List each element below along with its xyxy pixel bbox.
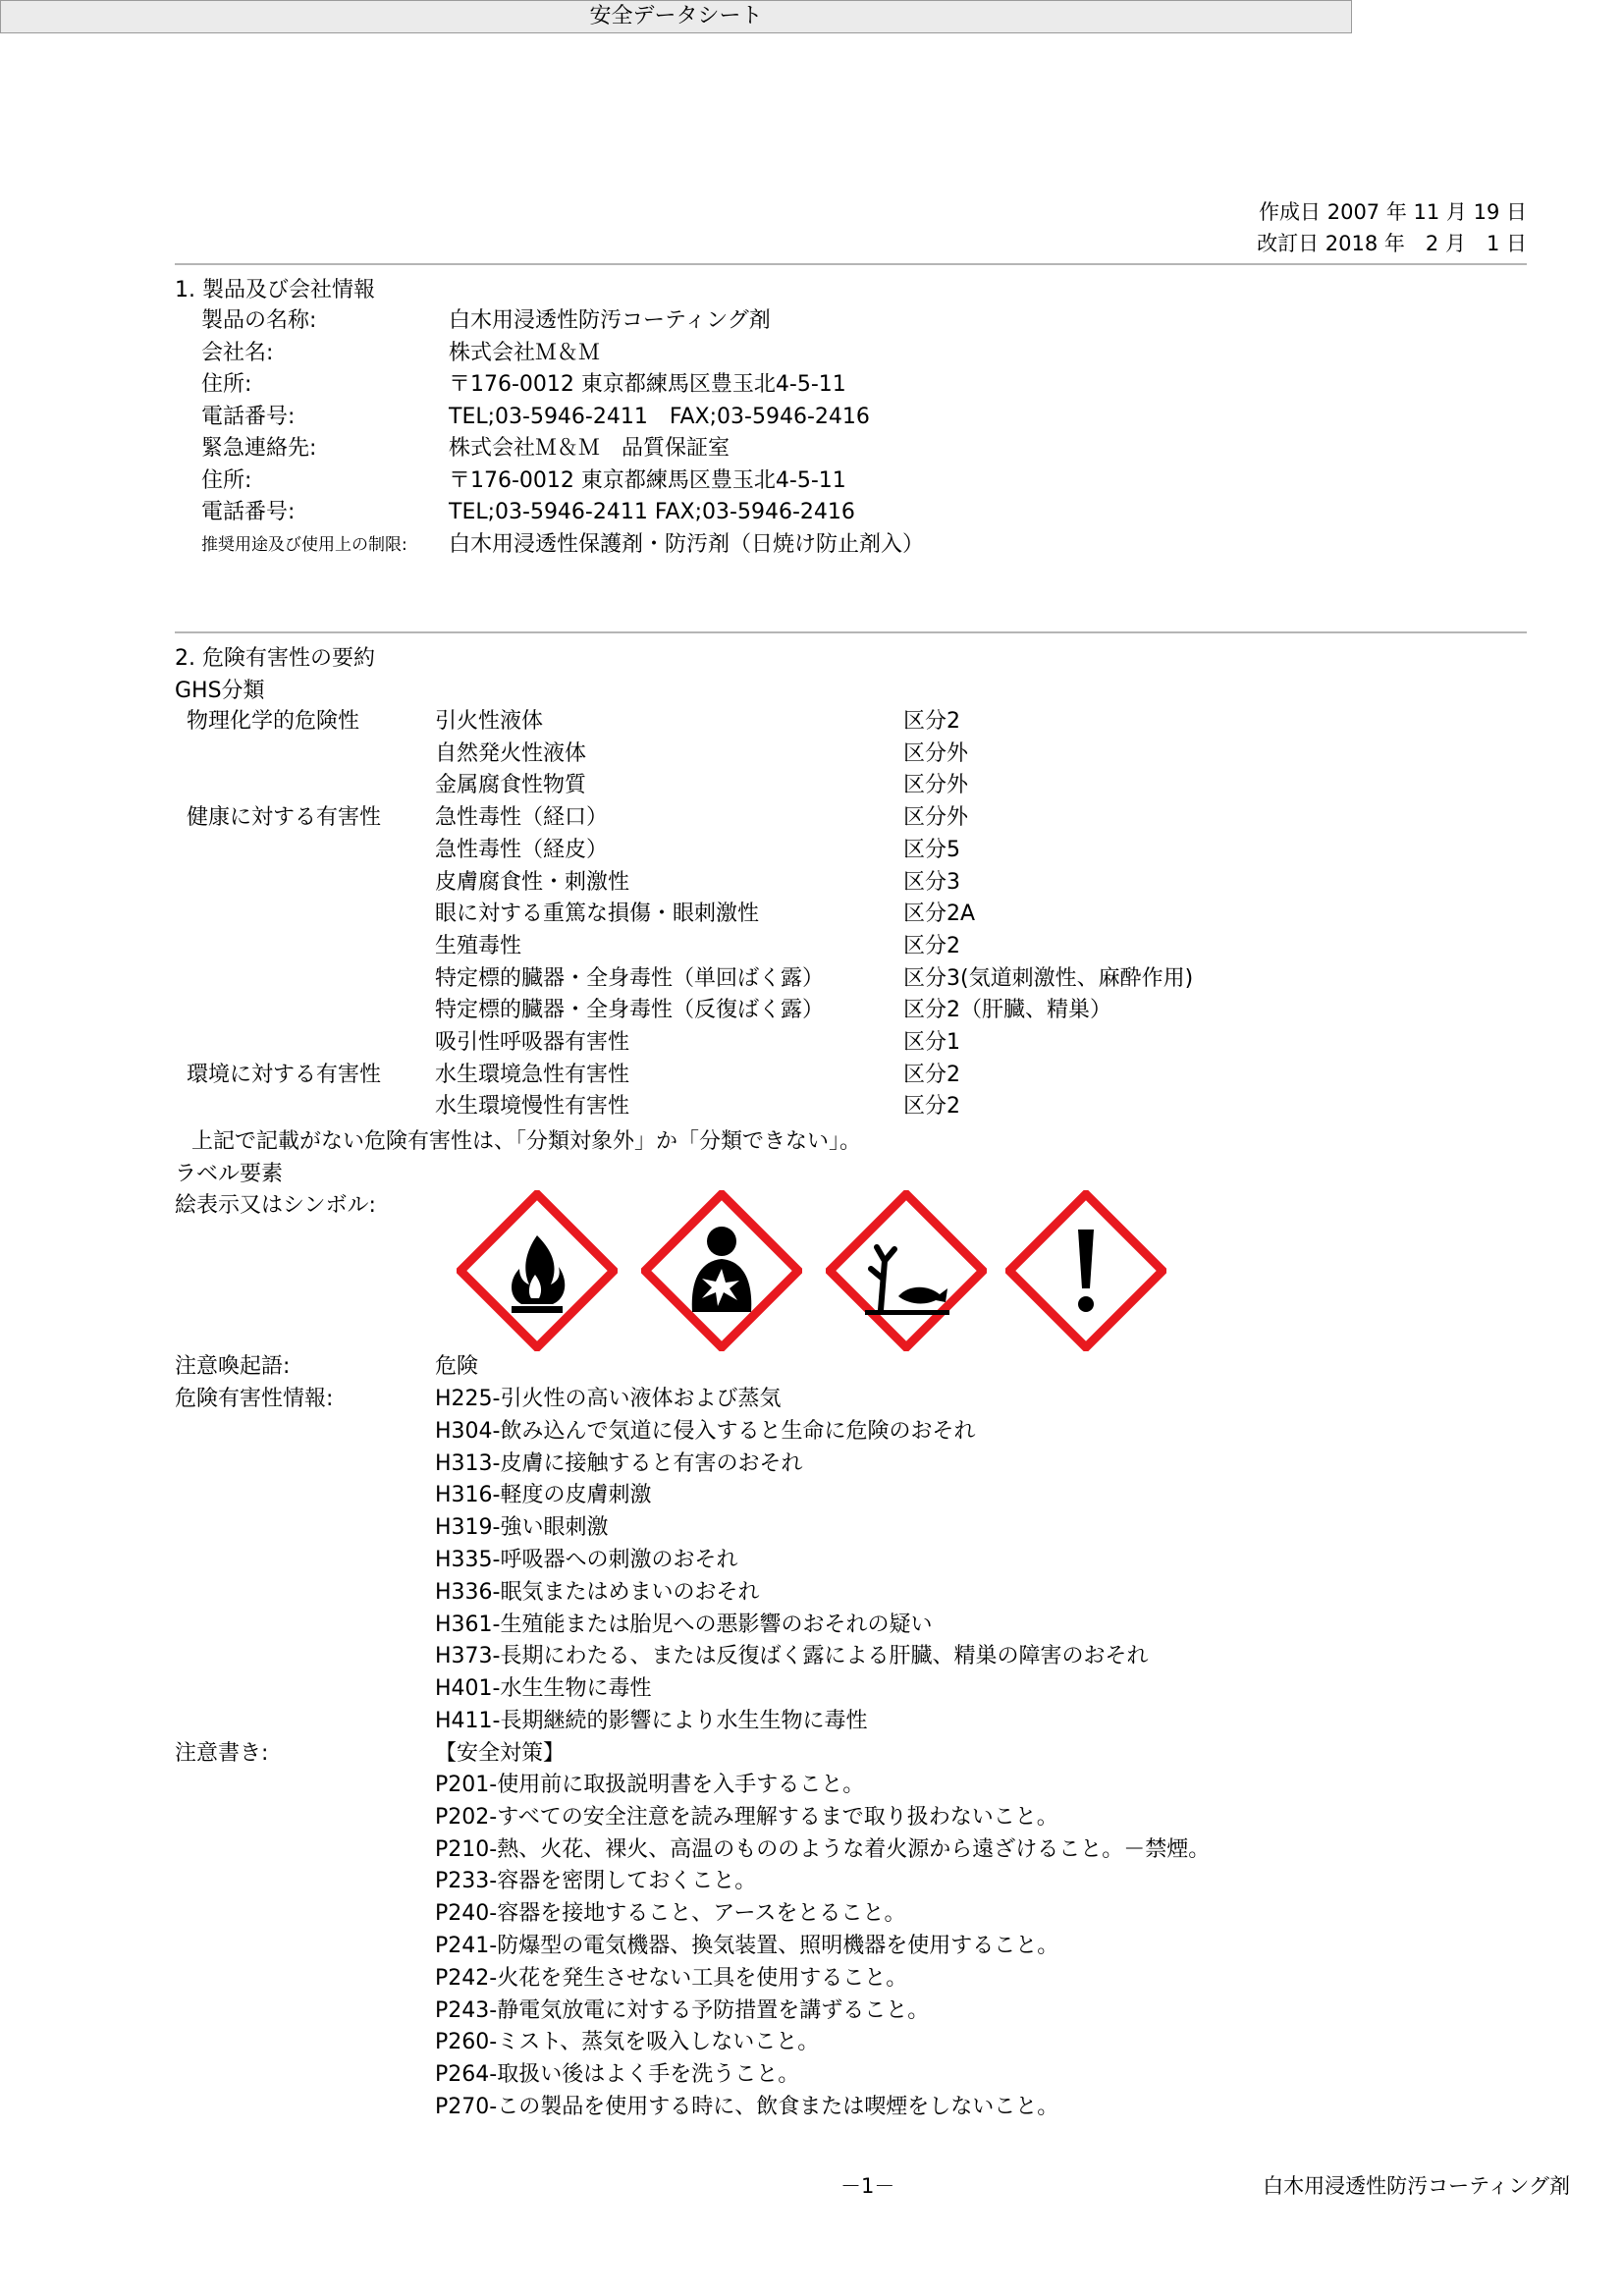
hazard-division: 区分5	[903, 837, 960, 862]
info-label: 住所:	[201, 372, 252, 397]
hazard-statement: H313-皮膚に接触すると有害のおそれ	[435, 1450, 803, 1476]
environment-icon	[826, 1190, 987, 1351]
label-elements-heading: ラベル要素	[175, 1162, 284, 1186]
hazard-division: 区分2	[903, 1094, 960, 1120]
hazard-class: 水生環境急性有害性	[435, 1062, 630, 1087]
ghs-row	[0, 899, 1623, 930]
info-label: 電話番号:	[201, 404, 296, 429]
hazard-class: 引火性液体	[435, 709, 544, 734]
info-value: 白木用浸透性防汚コーティング剤	[449, 308, 771, 333]
section2-heading: 2. 危険有害性の要約	[175, 646, 375, 671]
hazard-statement: H319-強い眼刺激	[435, 1515, 609, 1541]
hazard-statements-label: 危険有害性情報:	[175, 1387, 334, 1411]
precaution-statement: P201-使用前に取扱説明書を入手すること。	[435, 1773, 865, 1797]
info-value: 〒176-0012 東京都練馬区豊玉北4-5-11	[449, 372, 846, 397]
precaution-statement: P260-ミスト、蒸気を吸入しないこと。	[435, 2030, 820, 2055]
hazard-category: 環境に対する有害性	[187, 1062, 382, 1087]
precaution-statement: P210-熱、火花、裸火、高温のもののような着火源から遠ざけること。－禁煙。	[435, 1836, 1211, 1862]
hazard-class: 急性毒性（経口）	[435, 805, 609, 831]
info-value: 〒176-0012 東京都練馬区豊玉北4-5-11	[449, 467, 846, 493]
info-value: 白木用浸透性保護剤・防汚剤（日焼け防止剤入）	[449, 531, 925, 557]
hazard-class: 生殖毒性	[435, 933, 522, 958]
precaution-statement: P241-防爆型の電気機器、換気装置、照明機器を使用すること。	[435, 1934, 1059, 1958]
precaution-label: 注意書き:	[175, 1741, 269, 1766]
hazard-class: 吸引性呼吸器有害性	[435, 1030, 630, 1055]
hazard-statement: H225-引火性の高い液体および蒸気	[435, 1387, 782, 1411]
hazard-division: 区分2（肝臓、精巣）	[903, 998, 1111, 1023]
hazard-class: 眼に対する重篤な損傷・眼刺激性	[435, 902, 760, 927]
health-hazard-icon	[641, 1190, 802, 1351]
divider	[175, 631, 1527, 633]
hazard-category: 健康に対する有害性	[187, 805, 382, 831]
hazard-class: 皮膚腐食性・刺激性	[435, 869, 630, 895]
ghs-row	[0, 1091, 1623, 1122]
hazard-statement: H335-呼吸器への刺激のおそれ	[435, 1548, 738, 1572]
info-value: TEL;03-5946-2411 FAX;03-5946-2416	[449, 404, 870, 429]
hazard-statement: H304-飲み込んで気道に侵入すると生命に危険のおそれ	[435, 1418, 976, 1444]
precaution-statement: P264-取扱い後はよく手を洗うこと。	[435, 2062, 800, 2088]
hazard-statement: H411-長期継続的影響により水生生物に毒性	[435, 1709, 868, 1733]
ghs-heading: GHS分類	[175, 679, 265, 703]
hazard-class: 金属腐食性物質	[435, 773, 587, 798]
exclamation-icon	[1005, 1190, 1166, 1351]
hazard-statement: H316-軽度の皮膚刺激	[435, 1483, 652, 1508]
info-label: 製品の名称:	[201, 308, 317, 333]
hazard-division: 区分2	[903, 933, 960, 958]
ghs-row	[0, 867, 1623, 899]
ghs-row	[0, 931, 1623, 962]
ghs-row	[0, 1027, 1623, 1059]
hazard-statement: H336-眠気またはめまいのおそれ	[435, 1579, 760, 1605]
hazard-division: 区分1	[903, 1030, 960, 1055]
info-value: TEL;03-5946-2411 FAX;03-5946-2416	[449, 500, 855, 524]
hazard-division: 区分外	[903, 805, 969, 831]
revised-date: 改訂日 2018 年 2 月 1 日	[1257, 232, 1527, 255]
precaution-statement: P242-火花を発生させない工具を使用すること。	[435, 1965, 908, 1991]
page-number: －1－	[840, 2174, 895, 2198]
info-label: 推奨用途及び使用上の制限:	[201, 534, 407, 555]
product-info-row	[0, 433, 1623, 465]
footer-product-name: 白木用浸透性防汚コーティング剤	[1263, 2174, 1570, 2198]
flame-icon	[457, 1190, 618, 1351]
precaution-statement: P240-容器を接地すること、アースをとること。	[435, 1901, 906, 1927]
precaution-statement: P202-すべての安全注意を読み理解するまで取り扱わないこと。	[435, 1804, 1058, 1830]
section1-heading: 1. 製品及び会社情報	[175, 278, 375, 302]
classification-note: 上記で記載がない危険有害性は、「分類対象外」か「分類できない」。	[191, 1129, 862, 1154]
info-label: 会社名:	[201, 340, 274, 365]
ghs-row	[0, 995, 1623, 1026]
divider	[175, 263, 1527, 265]
hazard-class: 急性毒性（経皮）	[435, 837, 609, 862]
product-info-row	[0, 529, 1623, 561]
precaution-statement: P270-この製品を使用する時に、飲食または喫煙をしないこと。	[435, 2095, 1059, 2119]
hazard-division: 区分外	[903, 740, 969, 766]
hazard-class: 特定標的臓器・全身毒性（単回ばく露）	[435, 965, 825, 991]
product-info-row	[0, 497, 1623, 528]
hazard-class: 水生環境慢性有害性	[435, 1094, 630, 1120]
info-value: 株式会社Ｍ＆Ｍ 品質保証室	[449, 436, 730, 461]
hazard-division: 区分3	[903, 869, 960, 895]
hazard-division: 区分2	[903, 1062, 960, 1087]
product-info-row	[0, 465, 1623, 497]
product-info-row	[0, 402, 1623, 433]
hazard-class: 特定標的臓器・全身毒性（反復ばく露）	[435, 998, 825, 1023]
hazard-division: 区分外	[903, 773, 969, 798]
ghs-row	[0, 802, 1623, 834]
precaution-statement: P233-容器を密閉しておくこと。	[435, 1869, 757, 1894]
ghs-row	[0, 1060, 1623, 1091]
info-value: 株式会社Ｍ＆Ｍ	[449, 340, 601, 365]
ghs-row	[0, 738, 1623, 770]
ghs-row	[0, 706, 1623, 738]
hazard-statement: H361-生殖能または胎児への悪影響のおそれの疑い	[435, 1612, 933, 1637]
info-label: 緊急連絡先:	[201, 436, 317, 461]
hazard-statement: H373-長期にわたる、または反復ばく露による肝臓、精巣の障害のおそれ	[435, 1644, 1149, 1669]
product-info-row	[0, 338, 1623, 369]
info-label: 電話番号:	[201, 500, 296, 524]
hazard-statement: H401-水生生物に毒性	[435, 1676, 652, 1702]
hazard-division: 区分3(気道刺激性、麻酔作用)	[903, 965, 1194, 991]
product-info-row	[0, 305, 1623, 337]
pictogram-label: 絵表示又はシンボル:	[175, 1193, 376, 1218]
info-label: 住所:	[201, 467, 252, 493]
hazard-category: 物理化学的危険性	[187, 709, 360, 734]
ghs-row	[0, 963, 1623, 995]
hazard-division: 区分2A	[903, 902, 976, 927]
hazard-class: 自然発火性液体	[435, 740, 587, 766]
document-title: 安全データシート	[0, 0, 1352, 33]
ghs-row	[0, 835, 1623, 866]
precaution-subheading: 【安全対策】	[435, 1741, 566, 1766]
product-info-row	[0, 369, 1623, 401]
signal-word: 危険	[435, 1354, 479, 1379]
created-date: 作成日 2007 年 11 月 19 日	[1259, 200, 1527, 224]
ghs-row	[0, 770, 1623, 801]
signal-word-label: 注意喚起語:	[175, 1354, 291, 1379]
precaution-statement: P243-静電気放電に対する予防措置を講ずること。	[435, 1997, 930, 2023]
hazard-division: 区分2	[903, 709, 960, 734]
